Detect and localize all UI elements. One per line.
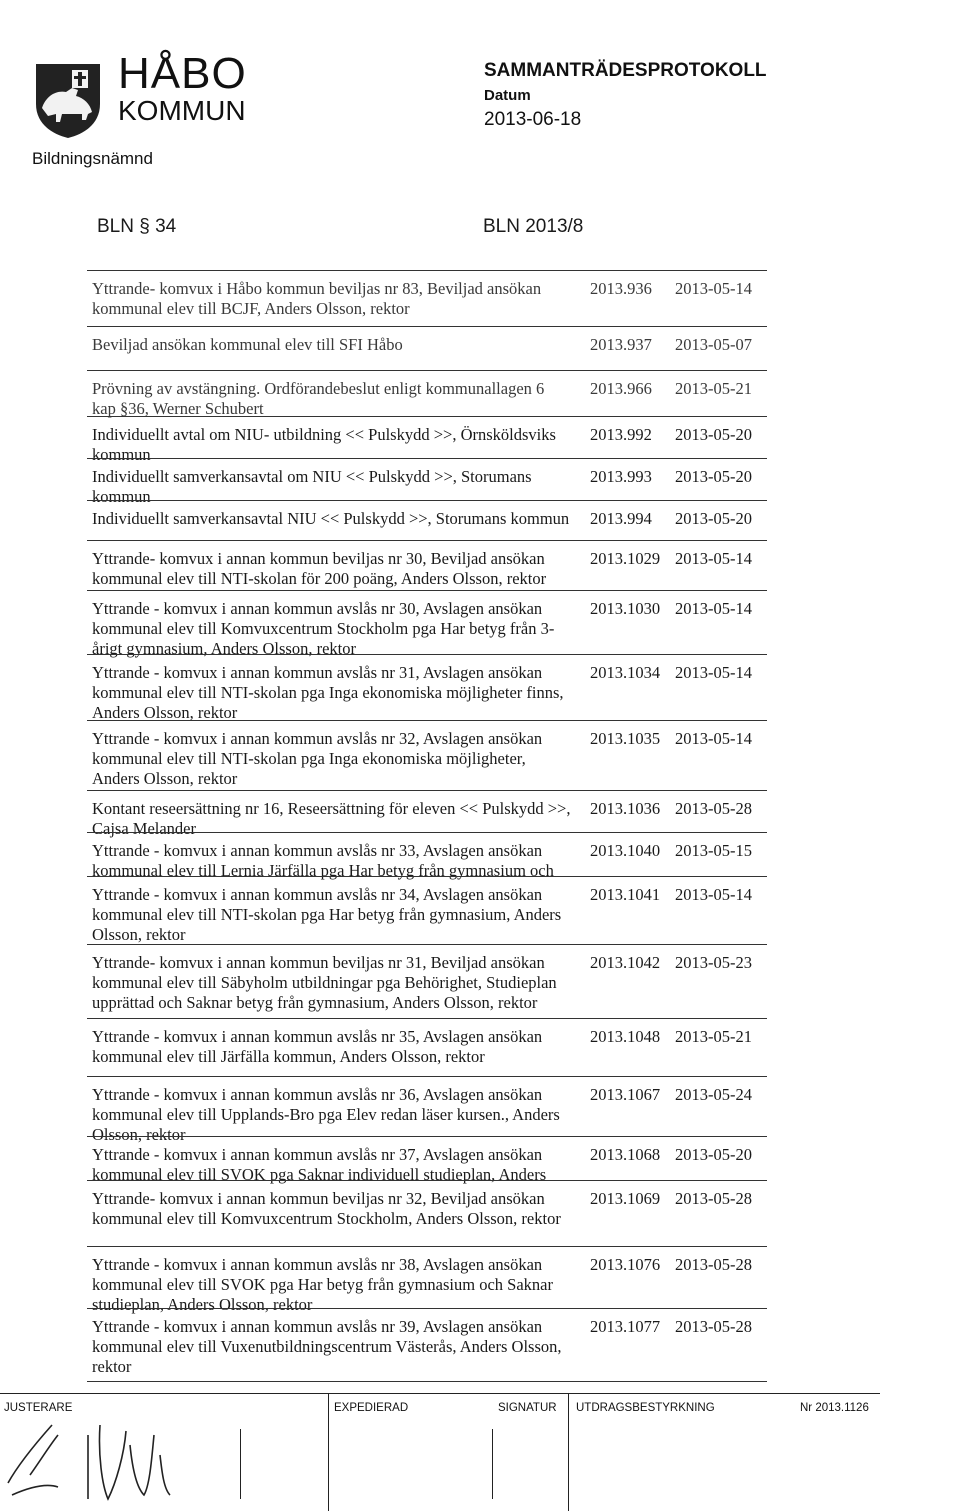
item-date: 2013-05-14 xyxy=(675,279,752,298)
item-number: 2013.966 xyxy=(590,379,652,398)
list-item xyxy=(87,416,767,464)
case-reference: BLN 2013/8 xyxy=(483,216,584,237)
item-description: Yttrande - komvux i annan kommun avslås nr 38, Avslagen ansökan kommunal elev till SVOK pga Har betyg från gymnasium och Saknar studieplan, Anders Olsson, rektor xyxy=(92,1255,553,1314)
item-number: 2013.1034 xyxy=(590,663,661,682)
item-description: Individuellt avtal om NIU- utbildning << Pulskydd >>, Örnsköldsviks kommun xyxy=(92,425,556,464)
list-item xyxy=(87,720,767,791)
item-description: Kontant reseersättning nr 16, Reseersättning för eleven << Pulskydd >>, Cajsa Melander xyxy=(92,799,571,838)
list-item xyxy=(87,326,767,367)
item-number: 2013.1029 xyxy=(590,549,661,568)
item-description: Individuellt samverkansavtal NIU << Pulskydd >>, Storumans kommun xyxy=(92,509,570,528)
brand-subtitle: KOMMUN xyxy=(118,95,246,126)
list-item xyxy=(87,270,767,323)
item-date: 2013-05-28 xyxy=(675,1255,752,1274)
item-number: 2013.1077 xyxy=(590,1317,661,1336)
list-item xyxy=(87,654,767,722)
item-date: 2013-05-14 xyxy=(675,885,752,904)
footer-divider xyxy=(328,1393,329,1511)
initial-mark xyxy=(240,1429,241,1499)
justerare-label: JUSTERARE xyxy=(4,1402,73,1414)
signatur-label: SIGNATUR xyxy=(498,1402,557,1414)
brand-name: HÅBO xyxy=(118,49,247,98)
item-number: 2013.1035 xyxy=(590,729,661,748)
list-item xyxy=(87,876,767,951)
item-number: 2013.1067 xyxy=(590,1085,661,1104)
item-date: 2013-05-23 xyxy=(675,953,752,972)
handwritten-signature xyxy=(0,1395,240,1505)
item-number: 2013.1036 xyxy=(590,799,661,818)
item-description: Yttrande - komvux i annan kommun avslås nr 33, Avslagen ansökan kommunal elev till Lernia Järfälla pga Har betyg från gymnasium och xyxy=(92,841,554,880)
item-number: 2013.1068 xyxy=(590,1145,661,1164)
list-item xyxy=(87,1246,767,1313)
item-date: 2013-05-21 xyxy=(675,1027,752,1046)
item-date: 2013-05-07 xyxy=(675,335,752,354)
item-description: Yttrande- komvux i annan kommun beviljas nr 31, Beviljad ansökan kommunal elev till Säbyholm utbildningar pga Behörighet, Studieplan upprättad och Saknar betyg från gymnasium, Anders Olsson, rektor xyxy=(92,953,557,1012)
item-description: Yttrande - komvux i annan kommun avslås nr 31, Avslagen ansökan kommunal elev till NTI-skolan pga Inga ekonomiska möjligheter finns, Anders Olsson, rektor xyxy=(92,663,564,722)
item-date: 2013-05-20 xyxy=(675,509,752,528)
list-item xyxy=(87,590,767,659)
item-description: Yttrande - komvux i annan kommun avslås nr 35, Avslagen ansökan kommunal elev till Järfälla kommun, Anders Olsson, rektor xyxy=(92,1027,543,1066)
list-item xyxy=(87,790,767,838)
list-item xyxy=(87,1018,767,1075)
item-description: Yttrande- komvux i annan kommun beviljas nr 32, Beviljad ansökan kommunal elev till Komvuxcentrum Stockholm, Anders Olsson, rektor xyxy=(92,1189,561,1228)
item-description: Prövning av avstängning. Ordförandebeslut enligt kommunallagen 6 kap §36, Werner Schubert xyxy=(92,379,545,418)
item-number: 2013.937 xyxy=(590,335,652,354)
list-item xyxy=(87,500,767,541)
item-description: Yttrande - komvux i annan kommun avslås nr 36, Avslagen ansökan kommunal elev till Upplands-Bro pga Elev redan läser kursen., Anders Olsson, rektor xyxy=(92,1085,560,1144)
item-date: 2013-05-28 xyxy=(675,1189,752,1208)
utdragsbestyrkning-label: UTDRAGSBESTYRKNING xyxy=(576,1402,715,1414)
list-item xyxy=(87,370,767,417)
item-number: 2013.992 xyxy=(590,425,652,444)
item-number: 2013.1041 xyxy=(590,885,661,904)
item-number: 2013.993 xyxy=(590,467,652,486)
footer-divider xyxy=(0,1393,880,1394)
item-number: 2013.1076 xyxy=(590,1255,661,1274)
item-number: 2013.1069 xyxy=(590,1189,661,1208)
item-date: 2013-05-15 xyxy=(675,841,752,860)
item-date: 2013-05-20 xyxy=(675,1145,752,1164)
item-description: Beviljad ansökan kommunal elev till SFI Håbo xyxy=(92,335,403,354)
list-item xyxy=(87,944,767,1015)
item-date: 2013-05-28 xyxy=(675,799,752,818)
item-description: Yttrande - komvux i annan kommun avslås nr 34, Avslagen ansökan kommunal elev till NTI-skolan pga Har betyg från gymnasium, Anders Olsson, rektor xyxy=(92,885,562,944)
item-description: Individuellt samverkansavtal om NIU << Pulskydd >>, Storumans kommun xyxy=(92,467,532,506)
item-date: 2013-05-20 xyxy=(675,425,752,444)
item-description: Yttrande - komvux i annan kommun avslås nr 30, Avslagen ansökan kommunal elev till Komvuxcentrum Stockholm pga Har betyg från 3-årigt gymnasium, Anders Olsson, rektor xyxy=(92,599,555,658)
item-date: 2013-05-20 xyxy=(675,467,752,486)
list-item xyxy=(87,1180,767,1241)
item-description: Yttrande- komvux i annan kommun beviljas nr 30, Beviljad ansökan kommunal elev till NTI-skolan för 200 poäng, Anders Olsson, rektor xyxy=(92,549,547,588)
protocol-number: Nr 2013.1126 xyxy=(800,1402,869,1414)
item-date: 2013-05-14 xyxy=(675,663,752,682)
date-value: 2013-06-18 xyxy=(484,109,582,130)
date-label: Datum xyxy=(484,87,531,104)
list-item xyxy=(87,1308,767,1382)
item-number: 2013.936 xyxy=(590,279,652,298)
habo-coat-of-arms-logo xyxy=(32,60,104,140)
list-item xyxy=(87,540,767,591)
item-description: Yttrande- komvux i Håbo kommun beviljas nr 83, Beviljad ansökan kommunal elev till BCJF, Anders Olsson, rektor xyxy=(92,279,542,318)
item-number: 2013.1040 xyxy=(590,841,661,860)
item-number: 2013.994 xyxy=(590,509,652,528)
item-date: 2013-05-14 xyxy=(675,549,752,568)
item-date: 2013-05-21 xyxy=(675,379,752,398)
list-item xyxy=(87,458,767,506)
expedierad-label: EXPEDIERAD xyxy=(334,1402,409,1414)
item-description: Yttrande - komvux i annan kommun avslås nr 39, Avslagen ansökan kommunal elev till Vuxenutbildningscentrum Västerås, Anders Olsson, rektor xyxy=(92,1317,562,1376)
document-title: SAMMANTRÄDESPROTOKOLL xyxy=(484,60,767,81)
footer-divider xyxy=(568,1393,569,1511)
item-date: 2013-05-28 xyxy=(675,1317,752,1336)
item-number: 2013.1042 xyxy=(590,953,661,972)
organization-name: Bildningsnämnd xyxy=(32,149,153,168)
item-description: Yttrande - komvux i annan kommun avslås nr 37, Avslagen ansökan kommunal elev till SVOK pga Saknar individuell studieplan, Anders xyxy=(92,1145,547,1184)
item-date: 2013-05-14 xyxy=(675,729,752,748)
item-number: 2013.1048 xyxy=(590,1027,661,1046)
item-number: 2013.1030 xyxy=(590,599,661,618)
item-date: 2013-05-24 xyxy=(675,1085,752,1104)
signature-footer xyxy=(0,1393,960,1511)
initial-mark xyxy=(492,1429,493,1499)
paragraph-reference: BLN § 34 xyxy=(97,216,177,237)
list-item xyxy=(87,832,767,880)
list-item xyxy=(87,1136,767,1184)
item-description: Yttrande - komvux i annan kommun avslås nr 32, Avslagen ansökan kommunal elev till NTI-skolan pga Inga ekonomiska möjligheter, Anders Olsson, rektor xyxy=(92,729,543,788)
item-date: 2013-05-14 xyxy=(675,599,752,618)
